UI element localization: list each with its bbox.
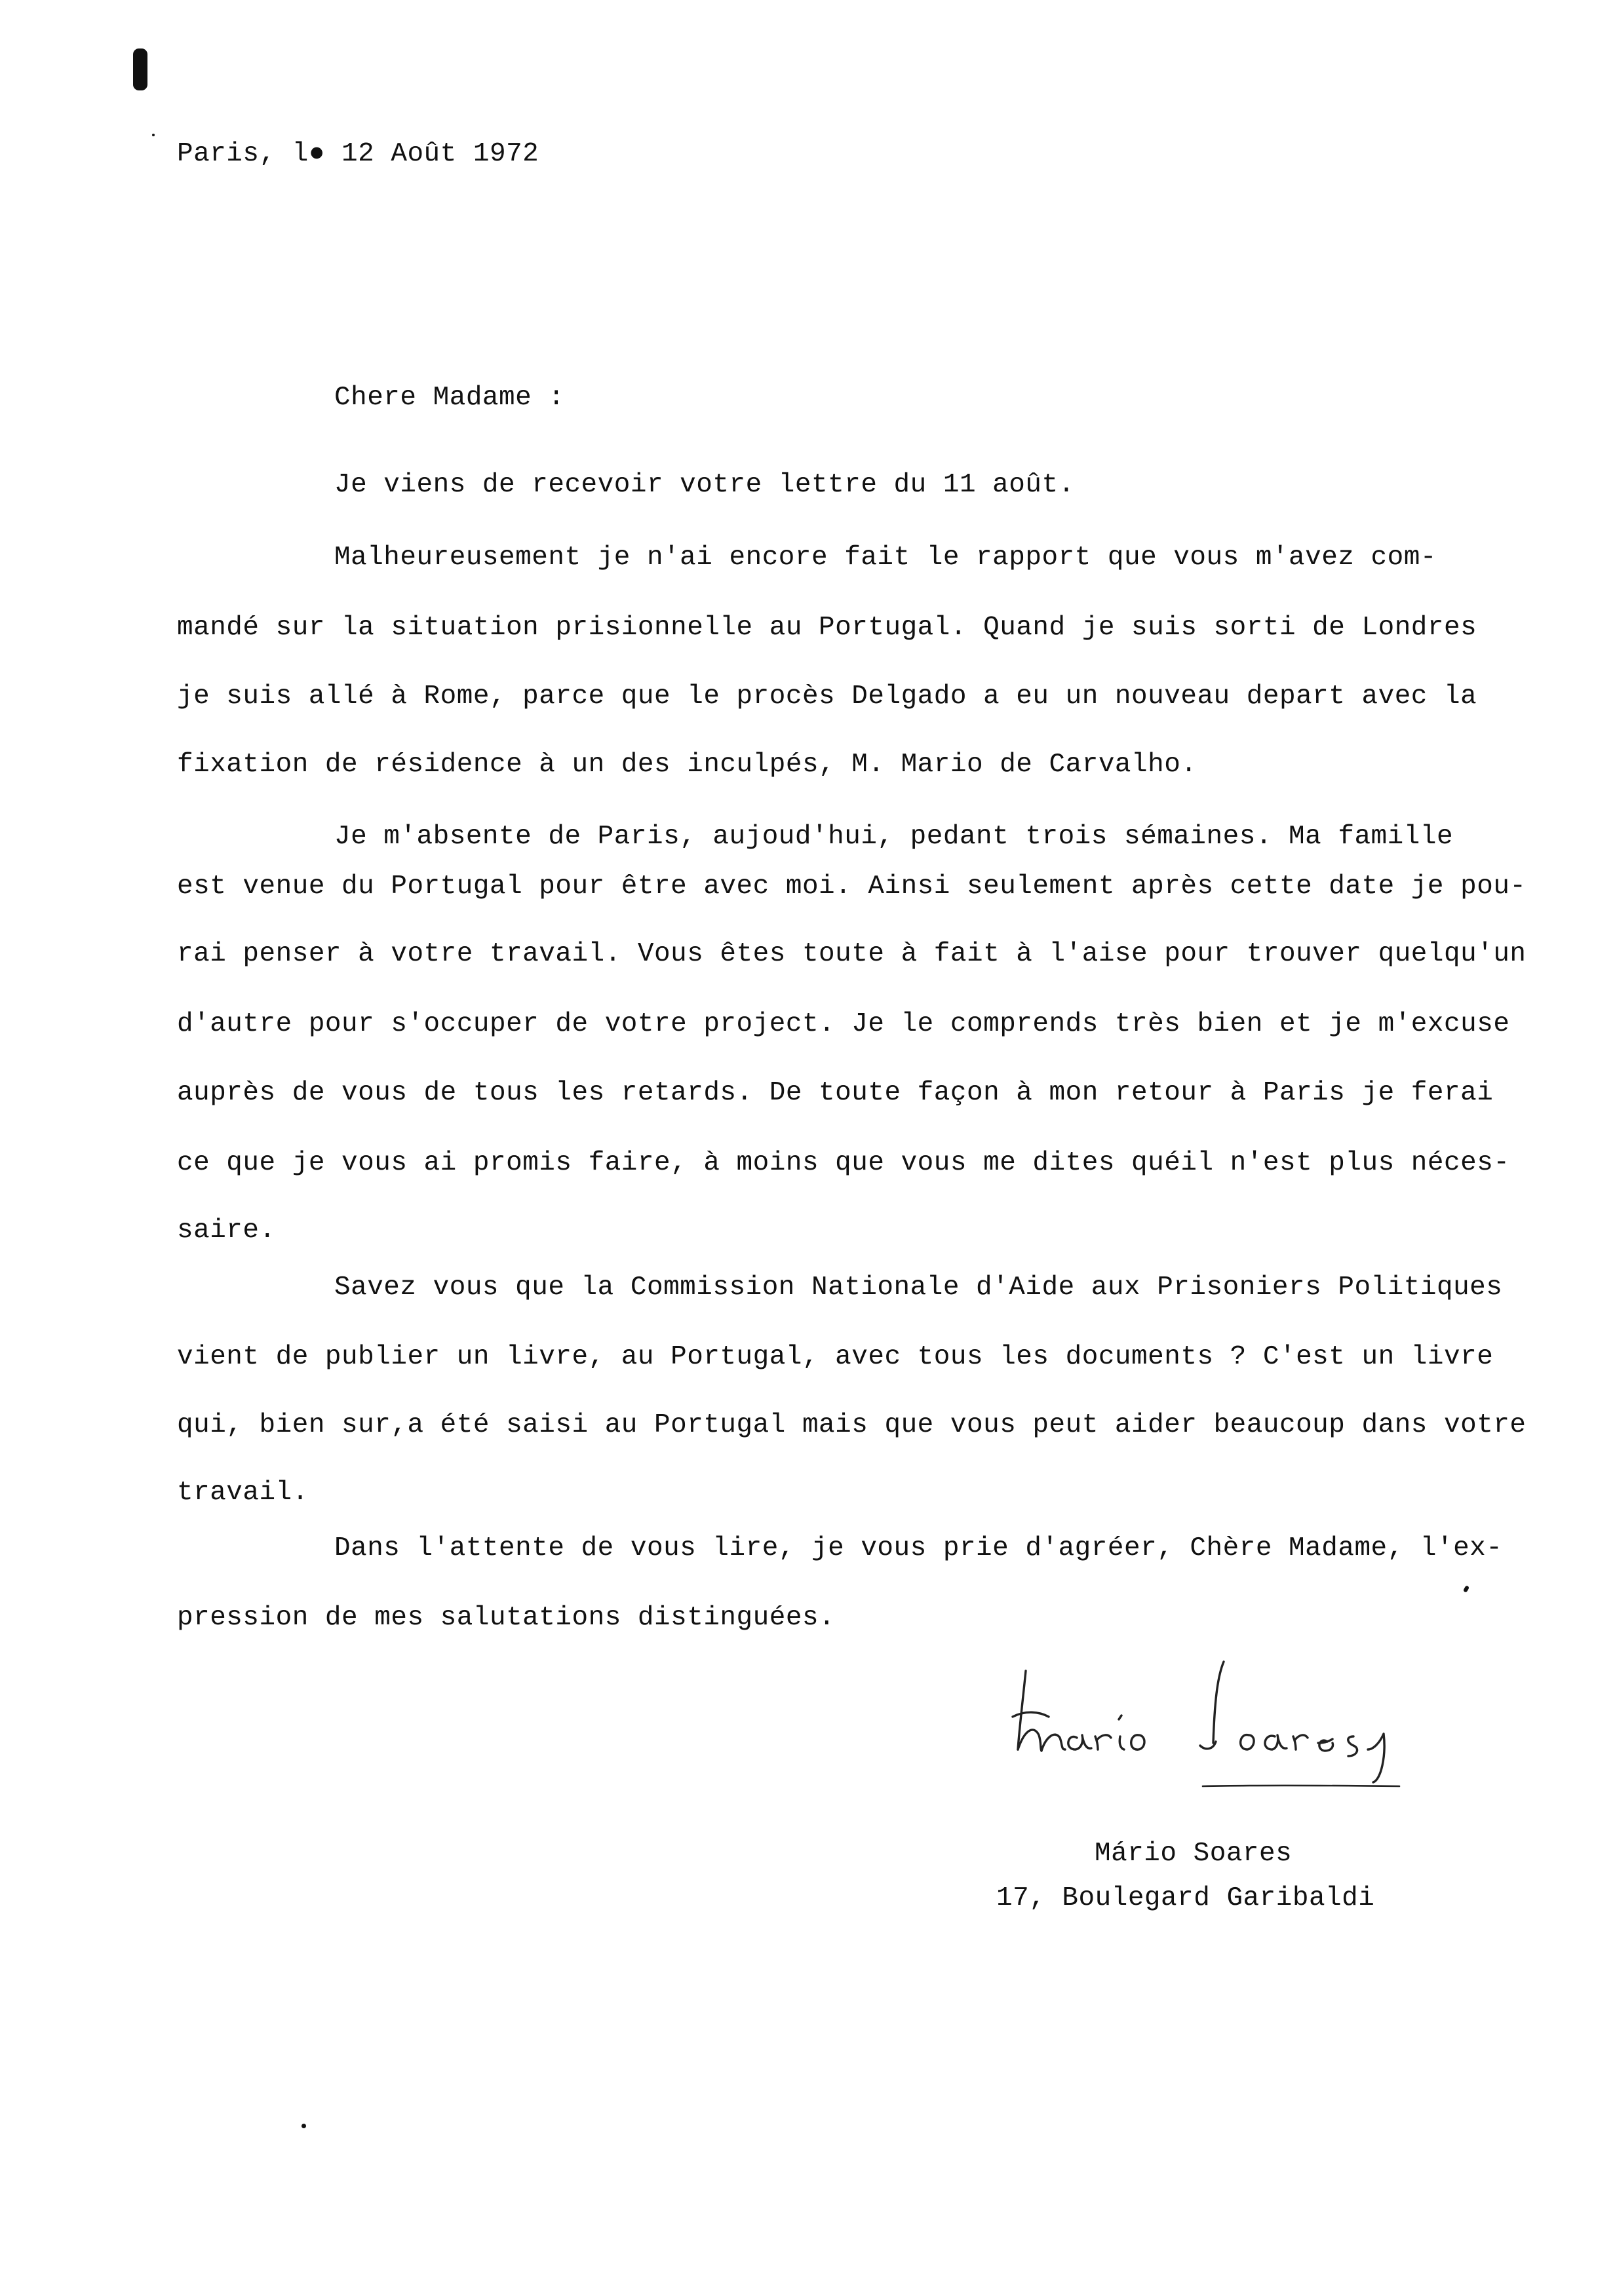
body-line: Savez vous que la Commission Nationale d'Aide aux Prisoniers Politiques — [334, 1272, 1503, 1303]
ink-speck — [1463, 1585, 1469, 1593]
body-line: pression de mes salutations distinguées. — [177, 1603, 836, 1633]
ink-blot-mark — [133, 48, 147, 90]
ink-speck — [152, 134, 155, 136]
body-line: vient de publier un livre, au Portugal, avec tous les documents ? C'est un livre — [177, 1342, 1494, 1372]
body-line: d'autre pour s'occuper de votre project. Je le comprends très bien et je m'excuse — [177, 1009, 1510, 1039]
body-line: ce que je vous ai promis faire, à moins que vous me dites quéil n'est plus néces- — [177, 1148, 1510, 1178]
body-line: saire. — [177, 1215, 276, 1246]
ink-speck — [302, 2124, 306, 2128]
body-line: travail. — [177, 1478, 309, 1508]
body-line: Malheureusement je n'ai encore fait le rapport que vous m'avez com- — [334, 543, 1437, 573]
body-line: qui, bien sur,a été saisi au Portugal mais que vous peut aider beaucoup dans votre — [177, 1410, 1527, 1440]
letter-salutation: Chere Madame : — [334, 383, 565, 413]
body-line: auprès de vous de tous les retards. De toute façon à mon retour à Paris je ferai — [177, 1078, 1494, 1108]
letter-date: Paris, l● 12 Août 1972 — [177, 139, 539, 169]
body-line: est venue du Portugal pour être avec moi. Ainsi seulement après cette date je pou- — [177, 871, 1527, 902]
handwritten-signature — [1000, 1651, 1406, 1789]
body-line: Je m'absente de Paris, aujoud'hui, pedant trois sémaines. Ma famille — [334, 822, 1454, 852]
sender-address: 17, Boulegard Garibaldi — [996, 1883, 1375, 1913]
body-line: mandé sur la situation prisionnelle au Portugal. Quand je suis sorti de Londres — [177, 613, 1477, 643]
body-line: rai penser à votre travail. Vous êtes toute à fait à l'aise pour trouver quelqu'un — [177, 939, 1527, 969]
signature-name: Mário Soares — [1095, 1839, 1293, 1869]
body-line: fixation de résidence à un des inculpés, M. Mario de Carvalho. — [177, 750, 1197, 780]
body-line: Je viens de recevoir votre lettre du 11 août. — [334, 470, 1075, 500]
body-line: je suis allé à Rome, parce que le procès Delgado a eu un nouveau depart avec la — [177, 681, 1477, 712]
body-line: Dans l'attente de vous lire, je vous prie d'agréer, Chère Madame, l'ex- — [334, 1533, 1503, 1563]
